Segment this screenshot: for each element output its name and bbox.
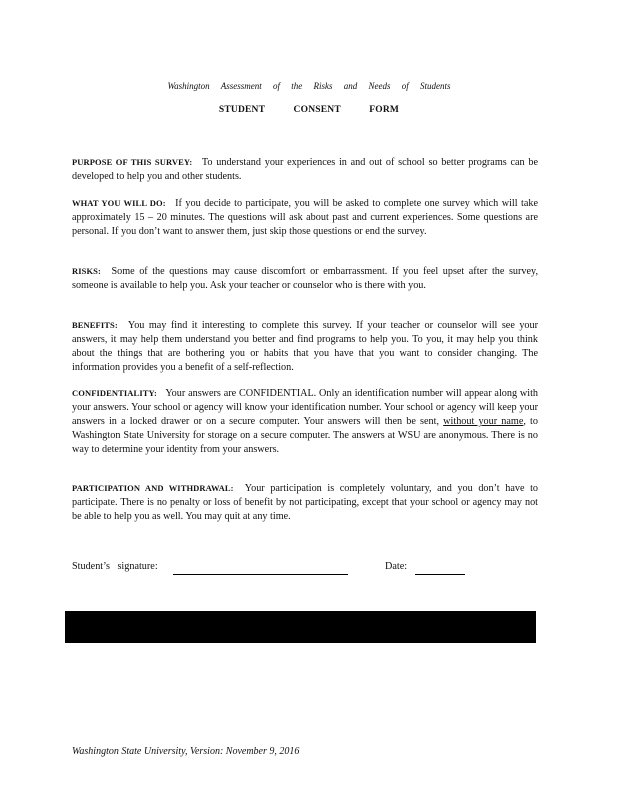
risks-text: Some of the questions may cause discomfort or embarrassment. If you feel upset after the survey, someone is available to help you. Ask your teacher or counselor who is there with you. [72,266,538,291]
participation-label: PARTICIPATION AND WITHDRAWAL: [72,483,234,493]
confidentiality-text-before: Your answers are CONFIDENTIAL. Only an identification number will appear along with your answers. Your school or agency will know your identification number. Your school or agency will keep your answers in a locked drawer or on a secure computer. Your answers will then be sent, [72,388,538,427]
what-you-will-do-section [72,196,538,239]
without-your-name-text: without your name [443,416,524,427]
participation-section [72,481,538,524]
risks-label: RISKS: [72,266,101,276]
confidentiality-label: CONFIDENTIALITY: [72,388,157,398]
date-label: Date: [385,561,408,572]
confidentiality-text-after: , to Washington State University for storage on a secure computer. The answers at WSU are anonymous. There is no way to determine your identity from your answers. [72,416,538,455]
risks-section [72,264,538,293]
redaction-bar [65,611,536,643]
benefits-label: BENEFITS: [72,320,118,330]
benefits-text: You may find it interesting to complete this survey. If your teacher or counselor will see your answers, it may help them understand you better and find programs to help you. To you, it may help you think about the things that are bothering you or habits that you have that you want to consider changing. The information provides you a benefit of a self-reflection. [72,320,538,373]
signature-row [72,561,492,577]
purpose-label: PURPOSE OF THIS SURVEY: [72,157,193,167]
student-signature-line[interactable] [173,574,348,575]
benefits-section [72,318,538,375]
confidentiality-section [72,386,538,457]
purpose-section [72,155,538,184]
survey-title-line: Washington Assessment of the Risks and Needs of Students [167,81,451,91]
form-title: STUDENT CONSENT FORM [218,105,400,115]
date-line[interactable] [415,574,465,575]
what-you-will-do-label: WHAT YOU WILL DO: [72,198,166,208]
student-signature-label: Student’s signature: [72,561,158,572]
footer-version: Washington State University, Version: November 9, 2016 [72,746,300,757]
participation-text: Your participation is completely voluntary, and you don’t have to participate. There is no penalty or loss of benefit by not participating, except that your school or agency may not be able to help you as well. You may quit at any time. [72,483,538,522]
what-you-will-do-text: If you decide to participate, you will be asked to complete one survey which will take approximately 15 – 20 minutes. The questions will ask about past and current experiences. Some questions are personal. If you don’t want to answer them, just skip those questions or end the survey. [72,198,538,237]
purpose-text: To understand your experiences in and out of school so better programs can be developed to help you and other students. [72,157,538,182]
